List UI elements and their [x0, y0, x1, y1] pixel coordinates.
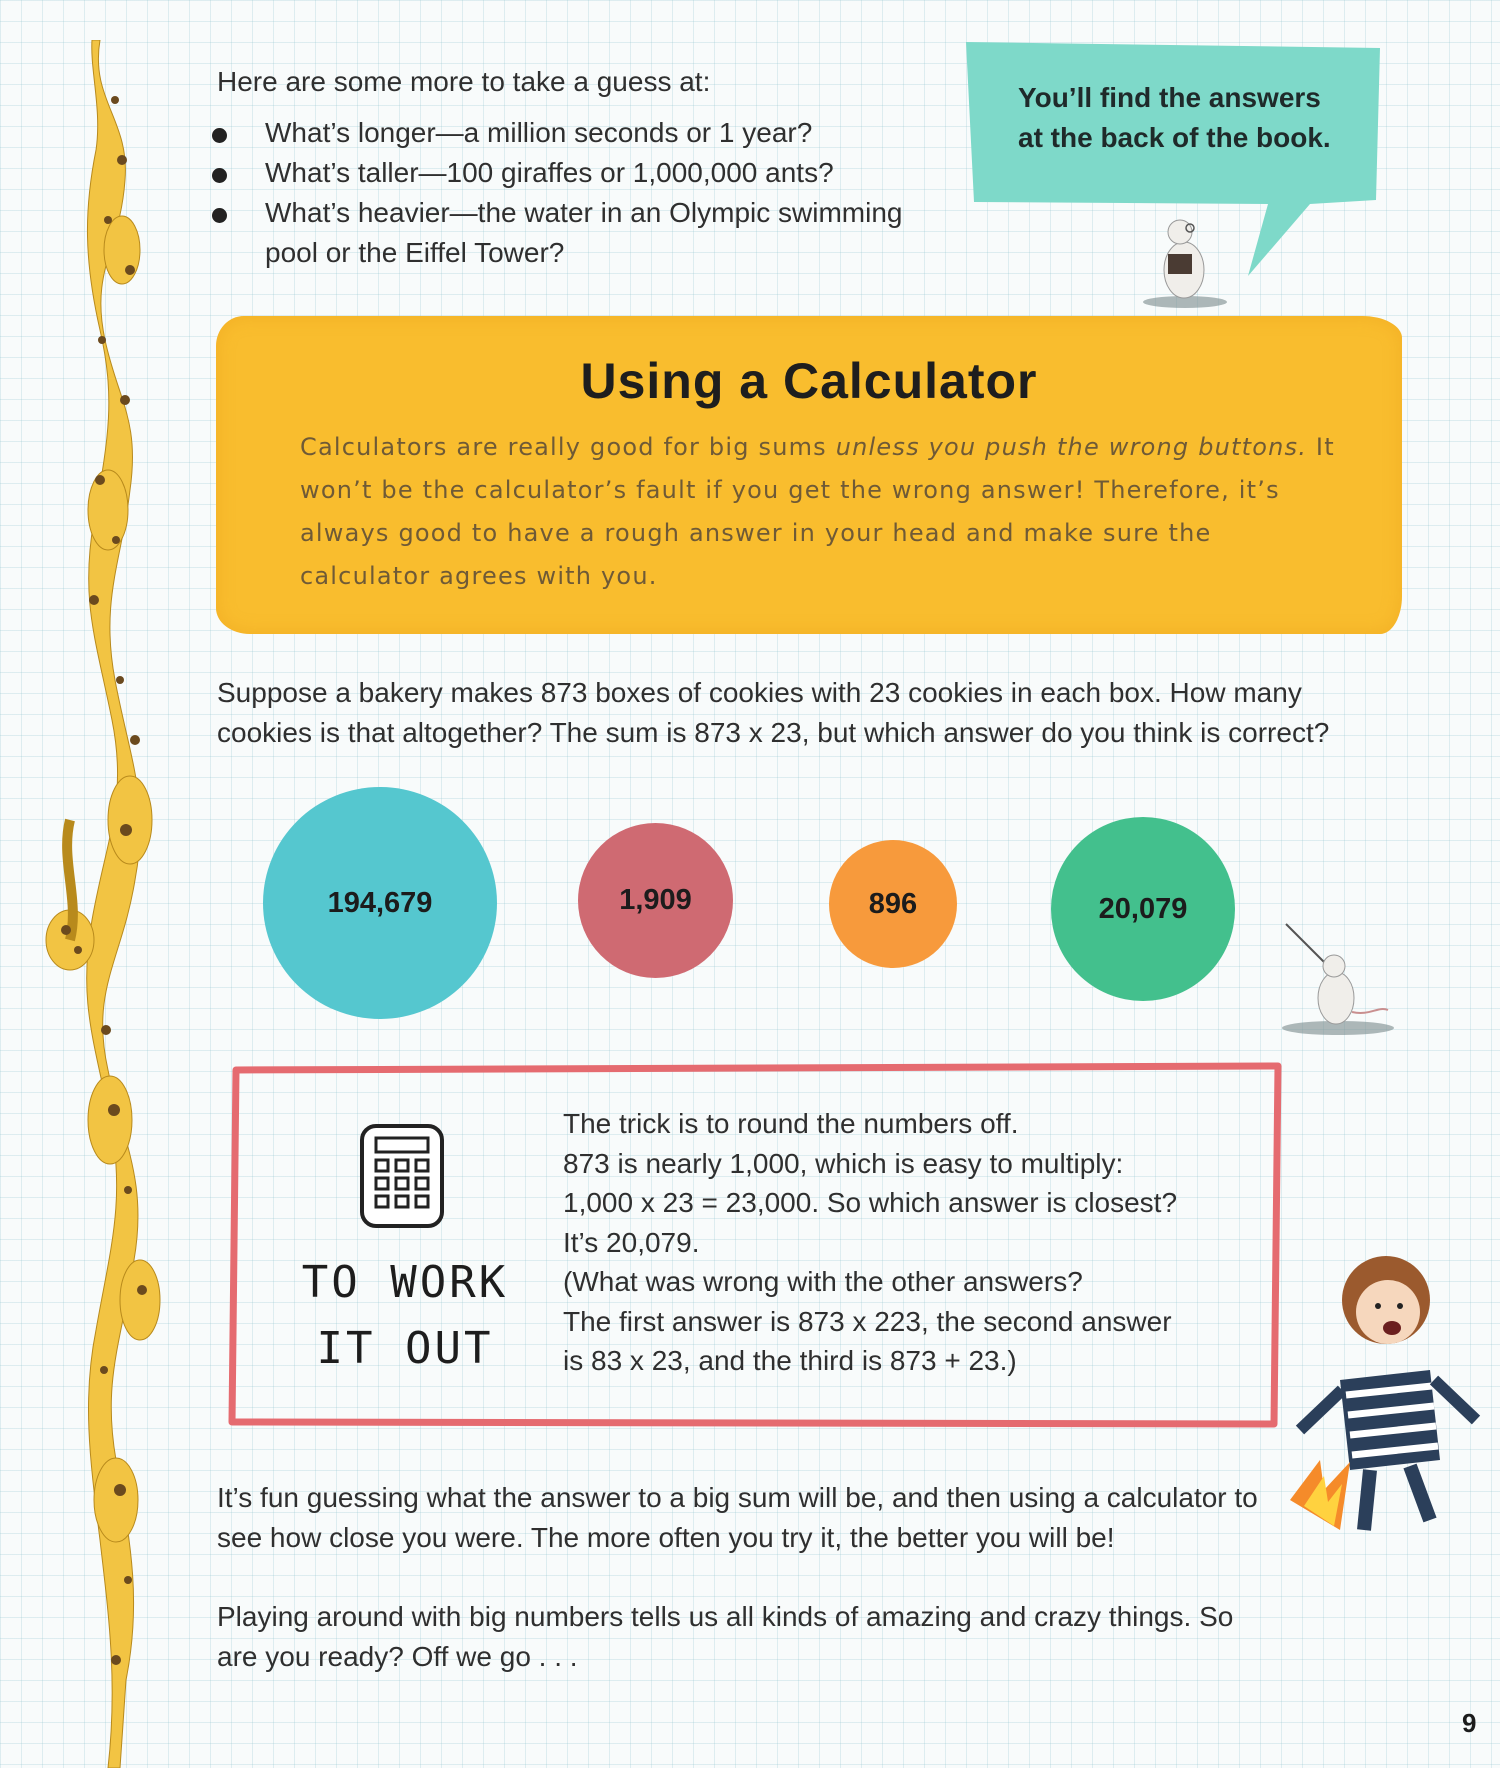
- explanation-line: It’s 20,079.: [563, 1226, 700, 1258]
- work-it-out-explanation: [563, 1104, 1223, 1381]
- calculator-icon: [356, 1122, 448, 1232]
- rocket-kid-illustration: [1280, 1230, 1500, 1550]
- list-item: What’s taller—100 giraffes or 1,000,000 ants?: [210, 153, 910, 193]
- explanation-line: The trick is to round the numbers off.: [563, 1108, 1019, 1139]
- page-number: 9: [1462, 1708, 1477, 1738]
- answer-option-circle: [829, 840, 957, 968]
- answers-hint-line: at the back of the book.: [1018, 122, 1331, 153]
- answers-hint-line: You’ll find the answers: [1018, 82, 1321, 113]
- pointer-mouse-illustration: [1278, 920, 1398, 1040]
- explanation-line: is 83 x 23, and the third is 873 + 23.): [563, 1345, 1017, 1376]
- closing-paragraph: Playing around with big numbers tells us all kinds of amazing and crazy things. So are you ready? Off we go . . .: [217, 1601, 1234, 1672]
- calculator-emphasis: unless you push the wrong buttons.: [835, 433, 1308, 461]
- calculator-text: Calculators are really good for big sums: [300, 433, 836, 461]
- answer-option-circle: [263, 787, 497, 1019]
- closing-paragraph: It’s fun guessing what the answer to a big sum will be, and then using a calculator to see how close you were. The more often you try it, the better you will be!: [217, 1482, 1258, 1553]
- list-item: What’s longer—a million seconds or 1 year?: [210, 113, 910, 153]
- explanation-line: 873 is nearly 1,000, which is easy to multiply:: [563, 1147, 1124, 1179]
- work-it-out-title: [285, 1250, 525, 1382]
- answer-value: 896: [868, 887, 918, 920]
- answer-value: 1,909: [619, 884, 692, 916]
- answers-hint: [1018, 78, 1338, 158]
- explanation-line: (What was wrong with the other answers?: [563, 1266, 1083, 1297]
- section-title: Using a Calculator: [580, 353, 1038, 409]
- calculator-explanation: [300, 426, 1340, 598]
- explanation-line: The first answer is 873 x 223, the second answer: [563, 1305, 1172, 1337]
- answer-option-circle: [1051, 817, 1235, 1001]
- answer-option-circle: [578, 823, 733, 978]
- list-item: What’s heavier—the water in an Olympic swimming pool or the Eiffel Tower?: [210, 193, 910, 273]
- answer-value: 194,679: [327, 886, 433, 919]
- answer-value: 20,079: [1098, 892, 1188, 925]
- calculator-text: It won’t be the calculator’s fault if you get the wrong answer! Therefore, it’s always good to have a rough answer in your head and make sure the calculator agrees with you.: [300, 433, 1335, 590]
- bakery-question: Suppose a bakery makes 873 boxes of cookies with 23 cookies in each box. How many cookies is that altogether? The sum is 873 x 23, but which answer do you think is correct?: [217, 677, 1330, 748]
- work-it-out-title-line: IT OUT: [316, 1323, 494, 1374]
- intro-heading: Here are some more to take a guess at:: [217, 66, 711, 97]
- giraffe-stack-illustration: [30, 40, 170, 1768]
- reading-mouse-illustration: [1140, 210, 1230, 310]
- guess-question-list: [210, 113, 910, 273]
- explanation-line: 1,000 x 23 = 23,000. So which answer is closest?: [563, 1187, 1178, 1218]
- work-it-out-title-line: TO WORK: [301, 1257, 509, 1308]
